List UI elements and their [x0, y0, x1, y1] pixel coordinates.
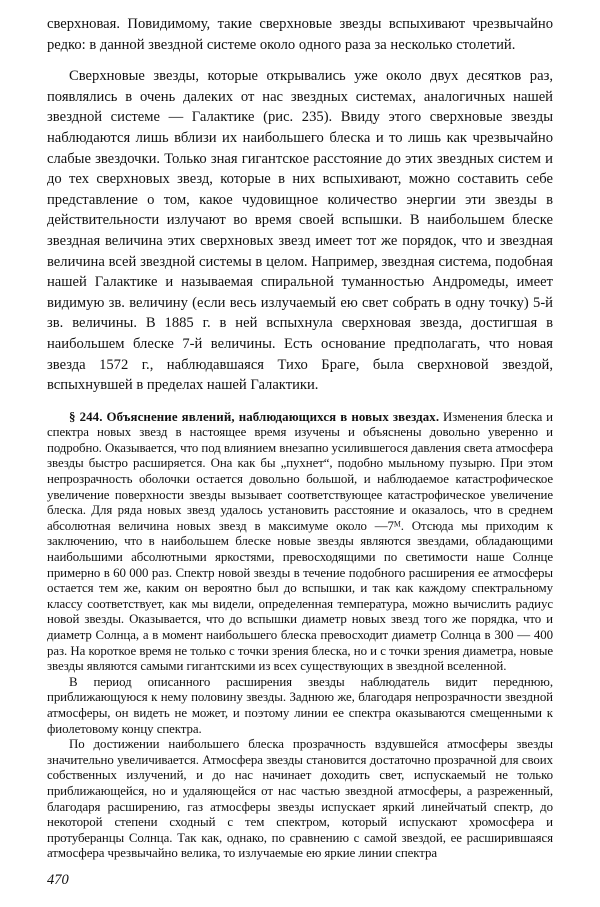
section-paragraph: В период описанного расширения звезды наблюдатель видит переднюю, приближающуюся к нему половину звезды. Заднюю же, благодаря непрозрачности звездной атмосферы, он видеть не может, и поэтому линии ее спектра оказываются смещенными к фиолетовому концу спектра. — [47, 674, 553, 736]
section-paragraph: По достижении наибольшего блеска прозрачность вздувшейся атмосферы звезды значительно увеличивается. Атмосфера звезды становится достаточно прозрачной для своих собственных излучений, и до нас начинает доходить свет, испускаемый не только приближающейся, но и удаляющейся от нас частью звездной атмосферы, а разреженный, благодаря расширению, газ атмосферы звезды испускает яркий линейчатый спектр, до некоторой степени сходный с тем спектром, который испускают хромосфера и протуберанцы Солнца. Так как, однако, по сравнению с самой звездой, ее расширившаяся атмосфера чрезвычайно велика, то излучаемые ею яркие линии спектра — [47, 737, 553, 861]
page-number: 470 — [47, 872, 69, 888]
section-244 — [47, 410, 553, 862]
section-heading: § 244. Объяснение явлений, наблюдающихся в новых звездах. — [69, 409, 440, 424]
section-first-paragraph-text: Изменения блеска и спектра новых звезд в настоящее время изучены и объяснены довольно уверенно и подробно. Оказывается, что под влиянием внезапно усилившегося давления света атмосфера звезды быстро расширяется. Она как бы „пухнет“, подобно мыльному пузырю. При этом непрозрачность оболочки остается довольно большой, и наблюдаемое катастрофическое увеличение поверхности звезды вызывает соответствующее катастрофическое увеличение блеска. Для ряда новых звезд удалось установить расстояние и оказалось, что в среднем абсолютная величина новых звезд в максимуме около —7ᴹ. Отсюда мы приходим к заключению, что в наибольшем блеске новые звезды являются звездами, обладающими наибольшими абсолютными яркостями, превосходящими по светимости наше Солнце примерно в 60 000 раз. Спектр новой звезды в течение подобного расширения ее атмосферы остается тем же, каким он вероятно был до вспышки, и так как каждому спектральному классу соответствует, как мы видели, определенная температура, можно вычислить радиус новой звезды. Оказывается, что до вспышки диаметр новых звезд того же порядка, что и диаметр Солнца, а в момент наибольшего блеска превосходит диаметр Солнца в 300 — 400 раз. На короткое время не только с точки зрения блеска, но и с точки зрения диаметра, новые звезды являются самыми гигантскими из всех существующих в звездной вселенной. — [47, 409, 553, 674]
section-first-paragraph — [47, 410, 553, 675]
paragraph-continuation: сверхновая. Повидимому, такие сверхновые звезды вспыхивают чрезвычайно редко: в данной звездной системе около одного раза за несколько столетий. — [47, 16, 553, 53]
page-body — [47, 14, 553, 862]
paragraph-supernovae: Сверхновые звезды, которые открывались уже около двух десятков раз, появлялись в очень далеких от нас звездных системах, аналогичных нашей звездной системе — Галактике (рис. 235). Ввиду этого сверхновые звезды наблюдаются лишь вблизи их наибольшего блеска и то лишь как чрезвычайно слабые звездочки. Только зная гигантское расстояние до этих звездных систем и до тех сверхновых звезд, которые в них вспыхивают, можно составить себе представление о том, какое чудовищное количество энергии эти звезды в действительности излучают во время своей вспышки. В наибольшем блеске звездная величина этих сверхновых звезд имеет тот же порядок, что и звездная величина всей звездной системы в целом. Например, звездная система, подобная нашей Галактике и называемая спиральной туманностью Андромеды, имеет видимую зв. величину (если весь излучаемый ею свет собрать в одну точку) 5-й зв. величины. В 1885 г. в ней вспыхнула сверхновая звезда, достигшая в наибольшем блеске 7-й величины. Есть основание предполагать, что новая звезда 1572 г., наблюдавшаяся Тихо Браге, была сверхновой звездой, вспыхнувшей в пределах нашей Галактики. — [47, 68, 553, 394]
